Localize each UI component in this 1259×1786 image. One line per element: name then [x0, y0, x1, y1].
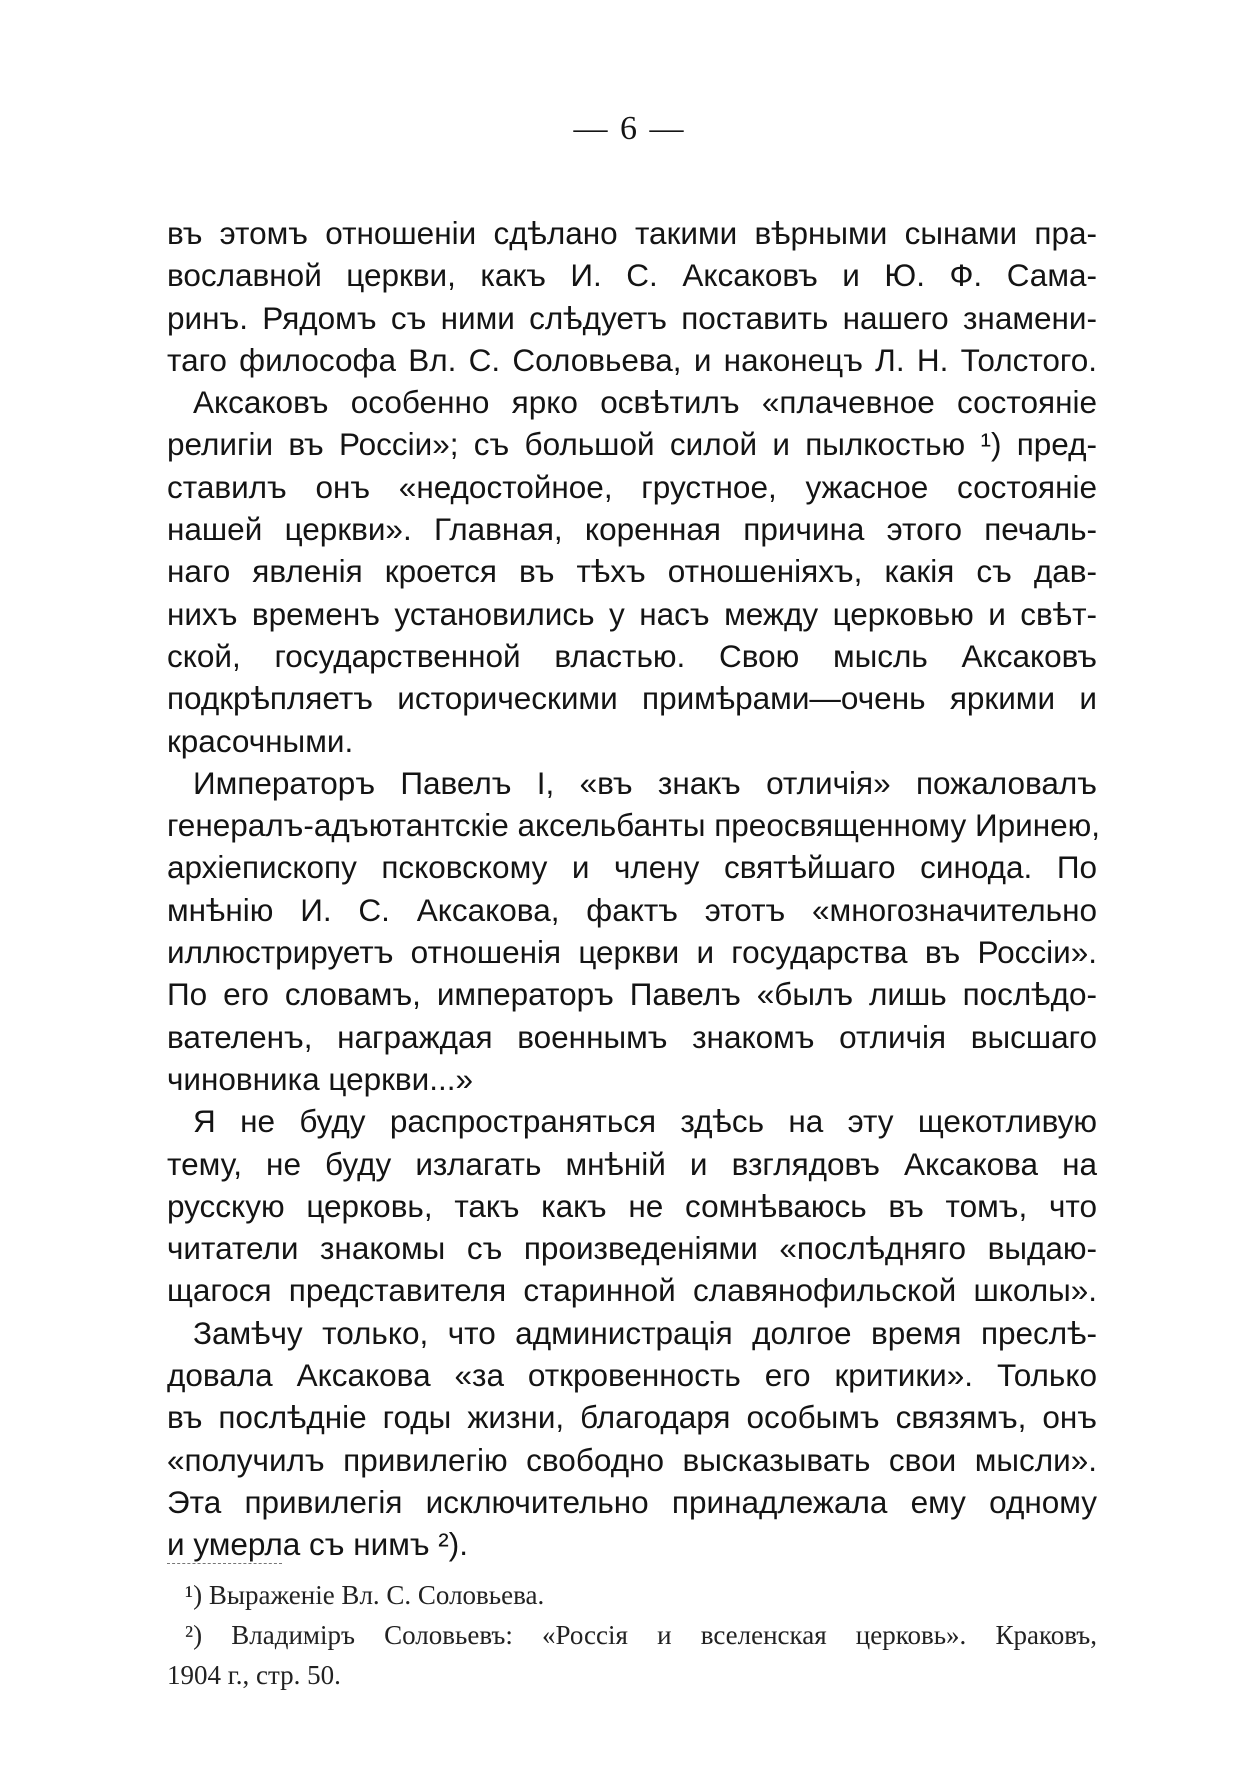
text-line: вославной церкви, какъ И. С. Аксаковъ и Ю. Ф. Сама-	[167, 257, 1097, 294]
text-line: Я не буду распространяться здѣсь на эту щекотливую	[193, 1103, 1097, 1140]
text-line: читатели знакомы съ произведеніями «послѣдняго выдаю-	[167, 1230, 1097, 1267]
text-line: ринъ. Рядомъ съ ними слѣдуетъ поставить нашего знамени-	[167, 299, 1097, 336]
text-line: въ послѣдніе годы жизни, благодаря особымъ связямъ, онъ	[167, 1399, 1097, 1436]
text-line: Аксаковъ особенно ярко освѣтилъ «плачевное состояніе	[193, 384, 1097, 421]
text-line: вателенъ, награждая военнымъ знакомъ отличія высшаго	[167, 1018, 1097, 1055]
text-line: довала Аксакова «за откровенность его критики». Только	[167, 1357, 1097, 1394]
text-line: щагося представителя старинной славянофильской школы».	[167, 1272, 1097, 1309]
body-text	[167, 212, 1100, 1566]
footnote-2: ²) Владиміръ Соловьевъ: «Россія и вселенская церковь». Краковъ,	[185, 1620, 1097, 1650]
text-line: въ этомъ отношеніи сдѣлано такими вѣрными сынами пра-	[167, 215, 1097, 251]
footnote-divider	[167, 1563, 282, 1564]
footnote-2-continuation: 1904 г., стр. 50.	[167, 1660, 341, 1690]
text-line: наго явленія кроется въ тѣхъ отношеніяхъ, какія съ дав-	[167, 553, 1097, 590]
text-line: русскую церковь, такъ какъ не сомнѣваюсь въ томъ, что	[167, 1187, 1097, 1224]
text-line: и умерла съ нимъ ²).	[167, 1526, 469, 1563]
text-line: По его словамъ, императоръ Павелъ «былъ лишь послѣдо-	[167, 976, 1097, 1013]
text-line: Императоръ Павелъ I, «въ знакъ отличія» пожаловалъ	[193, 764, 1097, 801]
text-line: «получилъ привилегію свободно высказывать свои мысли».	[167, 1441, 1097, 1478]
footnote-1: ¹) Выраженіе Вл. С. Соловьева.	[185, 1580, 545, 1610]
text-line: мнѣнію И. С. Аксакова, фактъ этотъ «многозначительно	[167, 891, 1097, 928]
page-number: — 6 —	[573, 110, 686, 147]
text-line: религіи въ Россіи»; съ большой силой и пылкостью ¹) пред-	[167, 426, 1097, 463]
text-line: нашей церкви». Главная, коренная причина этого печаль-	[167, 511, 1097, 548]
text-line: красочными.	[167, 722, 354, 759]
text-line: чиновника церкви...»	[167, 1060, 474, 1097]
text-line: генералъ-адъютантскіе аксельбанты преосвященному Иринею,	[167, 807, 1100, 844]
text-line: ской, государственной властью. Свою мысль Аксаковъ	[167, 637, 1097, 674]
text-line: тему, не буду излагать мнѣній и взглядовъ Аксакова на	[167, 1145, 1097, 1182]
text-line: ставилъ онъ «недостойное, грустное, ужасное состояніе	[167, 468, 1097, 505]
text-line: подкрѣпляетъ историческими примѣрами—очень яркими и	[167, 680, 1097, 717]
text-line: иллюстрируетъ отношенія церкви и государства въ Россіи».	[167, 934, 1097, 971]
text-line: Эта привилегія исключительно принадлежала ему одному	[167, 1483, 1097, 1520]
footnotes	[167, 1575, 1097, 1695]
text-line: нихъ временъ установились у насъ между церковью и свѣт-	[167, 595, 1097, 632]
text-line: таго философа Вл. С. Соловьева, и наконецъ Л. Н. Толстого.	[167, 341, 1097, 378]
text-line: архіепископу псковскому и члену святѣйшаго синода. По	[167, 849, 1097, 886]
text-line: Замѣчу только, что администрація долгое время преслѣ-	[193, 1314, 1097, 1351]
